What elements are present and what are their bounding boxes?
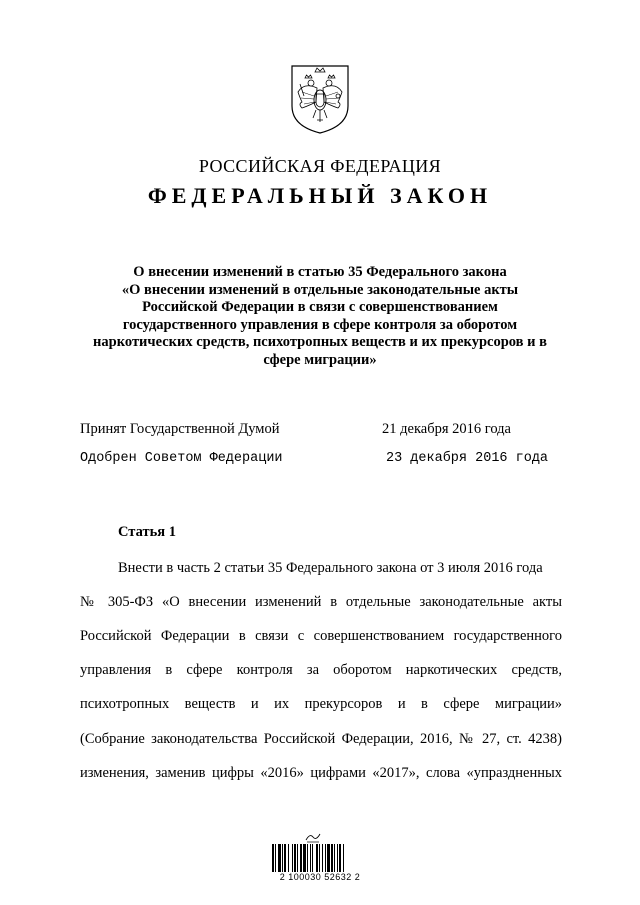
law-title-line: наркотических средств, психотропных веществ и их прекурсоров и в: [93, 334, 547, 350]
barcode-bar: [343, 844, 344, 872]
article-text-line: психотропных веществ и их прекурсоров и в сфере миграции»: [80, 696, 562, 712]
barcode-bar: [312, 844, 313, 872]
registration-mark-icon: [304, 830, 322, 842]
barcode-bar: [339, 844, 341, 872]
article-text-line: управления в сфере контроля за оборотом наркотических средств,: [80, 662, 562, 678]
barcode-number: 2 100030 52632 2: [279, 872, 361, 882]
barcode-bar: [319, 844, 320, 872]
law-type-heading: ФЕДЕРАЛЬНЫЙ ЗАКОН: [147, 183, 493, 208]
law-title: [80, 264, 560, 369]
adoption-label: Принят Государственной Думой: [80, 421, 280, 437]
law-title-line: «О внесении изменений в отдельные законодательные акты: [121, 281, 519, 298]
barcode-bar: [316, 844, 318, 872]
barcode-bar: [297, 844, 298, 872]
article-text-line: Внести в часть 2 статьи 35 Федерального закона от 3 июля 2016 года: [118, 560, 543, 576]
article-text-line: Российской Федерации в связи с совершенствованием государственного: [80, 628, 562, 644]
barcode-bar: [334, 844, 335, 872]
barcode-bar: [292, 844, 293, 872]
barcode-bar: [272, 844, 274, 872]
barcode-bar: [331, 844, 333, 872]
law-title-line: государственного управления в сфере контроля за оборотом: [122, 316, 518, 333]
barcode-bar: [303, 844, 306, 872]
article-text-line: № 305-ФЗ «О внесении изменений в отдельные законодательные акты: [80, 594, 562, 610]
article-text-line: изменения, заменив цифры «2016» цифрами «2017», слова «упраздненных: [80, 765, 562, 781]
barcode-bar: [294, 844, 296, 872]
adoption-label: Одобрен Советом Федерации: [80, 451, 283, 466]
article-heading: Статья 1: [118, 524, 176, 540]
state-emblem-icon: [288, 62, 352, 136]
law-title-line: Российской Федерации в связи с совершенствованием: [142, 299, 498, 315]
barcode-bar: [327, 844, 330, 872]
barcode-bar: [300, 844, 302, 872]
barcode-bar: [310, 844, 311, 872]
barcode-bar: [288, 844, 289, 872]
country-name: РОССИЙСКАЯ ФЕДЕРАЦИЯ: [198, 156, 442, 176]
law-title-line: сфере миграции»: [263, 351, 377, 368]
barcode-icon: [272, 844, 368, 872]
barcode-bar: [275, 844, 276, 872]
adoption-date: 21 декабря 2016 года: [382, 421, 511, 437]
barcode-bar: [307, 844, 308, 872]
barcode-bar: [322, 844, 323, 872]
law-title-line: О внесении изменений в статью 35 Федерального закона: [133, 264, 507, 280]
barcode-bar: [325, 844, 326, 872]
barcode-bar: [284, 844, 286, 872]
adoption-date: 23 декабря 2016 года: [386, 451, 549, 466]
barcode-bar: [278, 844, 281, 872]
barcode-bar: [282, 844, 283, 872]
barcode-bar: [337, 844, 338, 872]
article-text-line: (Собрание законодательства Российской Федерации, 2016, № 27, ст. 4238): [80, 731, 562, 747]
